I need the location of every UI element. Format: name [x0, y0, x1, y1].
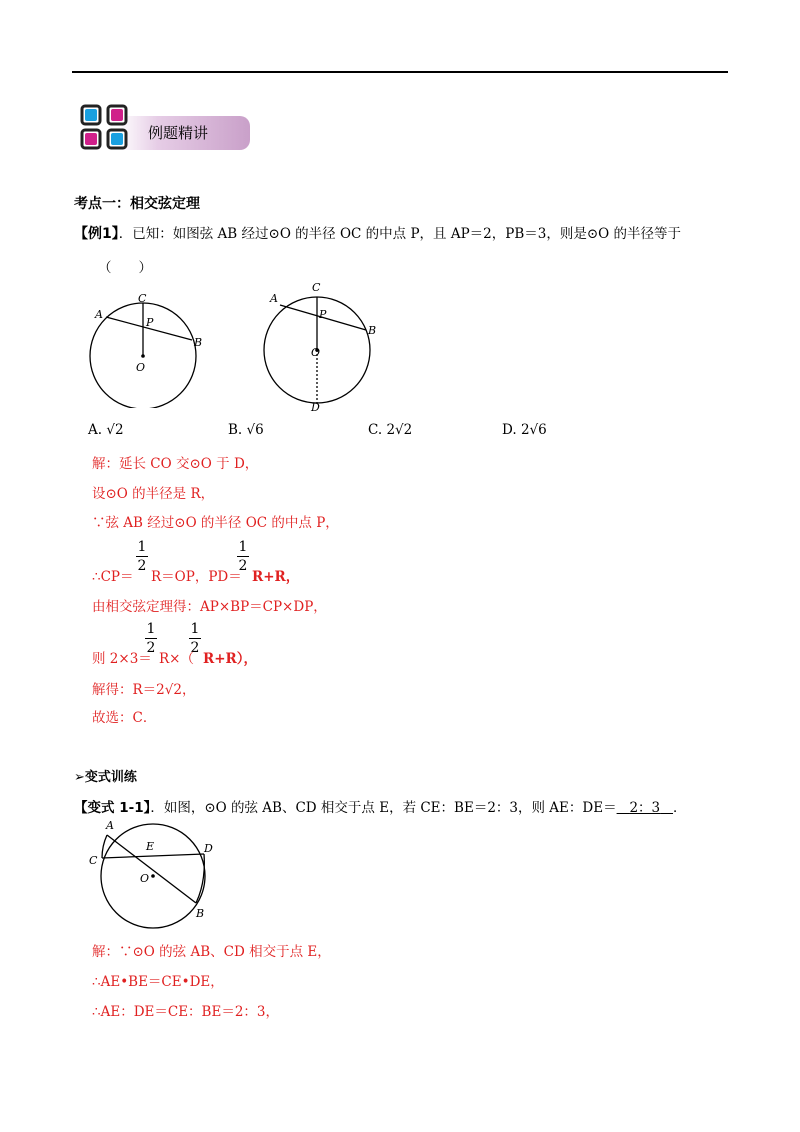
- variant1-circle-diagram: [86, 816, 221, 951]
- fig2-label-b: B: [368, 324, 377, 337]
- fig1-label-b: B: [194, 336, 203, 349]
- variant1-solution-line-2: ∴AE•BE＝CE•DE，: [92, 974, 224, 990]
- option-c[interactable]: [368, 422, 412, 438]
- example1-paren: （ ）: [98, 260, 152, 276]
- variant1-solution-line-3: ∴AE：DE＝CE：BE＝2：3，: [92, 1004, 280, 1020]
- figure1-circle-diagram: [80, 288, 210, 408]
- fraction-2-denominator: 2: [238, 558, 248, 574]
- option-b-letter: B.: [228, 422, 243, 438]
- solution-line-6-c: R+R），: [203, 651, 257, 667]
- variant-fig-label-b: B: [196, 907, 205, 920]
- solution-line-1: 解：延长 CO 交⊙O 于 D，: [92, 456, 259, 472]
- example1-question: [74, 222, 681, 243]
- fig2-label-o: O: [311, 346, 321, 359]
- fraction-4-denominator: 2: [190, 640, 200, 656]
- variant-fig-label-o: O: [140, 872, 150, 885]
- fig2-label-c: C: [312, 281, 321, 294]
- fig2-label-p: P: [319, 308, 327, 321]
- variant-fig-label-a: A: [106, 819, 114, 832]
- solution-line-4-b: R＝OP，PD＝: [151, 569, 242, 585]
- example1-label: 【例1】: [74, 226, 119, 242]
- variant1-end: ．: [673, 800, 687, 816]
- squares-logo-icon: [78, 100, 134, 156]
- variant-fig-label-d: D: [204, 842, 213, 855]
- fig1-label-c: C: [138, 292, 147, 305]
- variant1-answer: [617, 800, 673, 816]
- option-a-letter: A.: [88, 422, 103, 438]
- fraction-1-denominator: 2: [137, 558, 147, 574]
- solution-line-6-b: R×（: [159, 651, 194, 667]
- fraction-1-numerator: 1: [137, 539, 147, 555]
- fig1-label-o: O: [136, 361, 146, 374]
- solution-line-5: 由相交弦定理得：AP×BP＝CP×DP，: [92, 599, 327, 615]
- solution-line-4-a: ∴CP＝: [92, 569, 134, 585]
- solution-line-2: 设⊙O 的半径是 R，: [92, 486, 215, 502]
- variant1-question: [74, 796, 687, 816]
- example1-text: ．已知：如图弦 AB 经过⊙O 的半径 OC 的中点 P，且 AP＝2，PB＝3，则是⊙O 的半径等于: [118, 226, 682, 242]
- variant1-answer-value: 2：3: [629, 800, 661, 816]
- option-d-letter: D.: [502, 422, 517, 438]
- fraction-4-numerator: 1: [190, 621, 200, 637]
- header-rule: [72, 71, 728, 73]
- option-d-value: 2√6: [520, 422, 547, 438]
- figure2-circle-diagram: [258, 280, 388, 415]
- fraction-2-numerator: 1: [238, 539, 248, 555]
- fraction-3-denominator: 2: [146, 640, 156, 656]
- fraction-1: [136, 540, 148, 573]
- option-a[interactable]: [88, 422, 124, 438]
- option-b-value: √6: [246, 422, 264, 438]
- variant-fig-label-e: E: [146, 840, 155, 853]
- fig2-label-a: A: [270, 292, 278, 305]
- fig2-label-d: D: [311, 401, 320, 414]
- solution-line-8: 故选：C．: [92, 710, 157, 726]
- variant1-text: ．如图，⊙O 的弦 AB、CD 相交于点 E，若 CE：BE＝2：3，则 AE：DE＝: [150, 800, 617, 816]
- variant1-label: 【变式 1-1】: [74, 800, 151, 816]
- topic-heading: 考点一：相交弦定理: [74, 196, 200, 212]
- option-d[interactable]: [502, 422, 547, 438]
- variant-heading-text: 变式训练: [84, 770, 137, 785]
- solution-line-3: ∵弦 AB 经过⊙O 的半径 OC 的中点 P，: [92, 515, 339, 531]
- solution-line-7: 解得：R＝2√2，: [92, 682, 196, 698]
- option-a-value: √2: [106, 422, 124, 438]
- option-c-letter: C.: [368, 422, 383, 438]
- variant1-solution-line-1: 解：∵⊙O 的弦 AB、CD 相交于点 E，: [92, 944, 331, 960]
- solution-line-6-a: 则 2×3＝: [92, 651, 152, 667]
- option-b[interactable]: [228, 422, 264, 438]
- section-banner-title: 例题精讲: [148, 124, 209, 142]
- variant-fig-label-c: C: [89, 854, 98, 867]
- fraction-3-numerator: 1: [146, 621, 156, 637]
- fig1-label-p: P: [146, 316, 154, 329]
- option-c-value: 2√2: [386, 422, 413, 438]
- fig1-label-a: A: [95, 308, 103, 321]
- arrow-icon: ➢: [74, 770, 85, 785]
- variant-heading: [74, 766, 137, 785]
- solution-line-4-c: R+R，: [252, 569, 300, 585]
